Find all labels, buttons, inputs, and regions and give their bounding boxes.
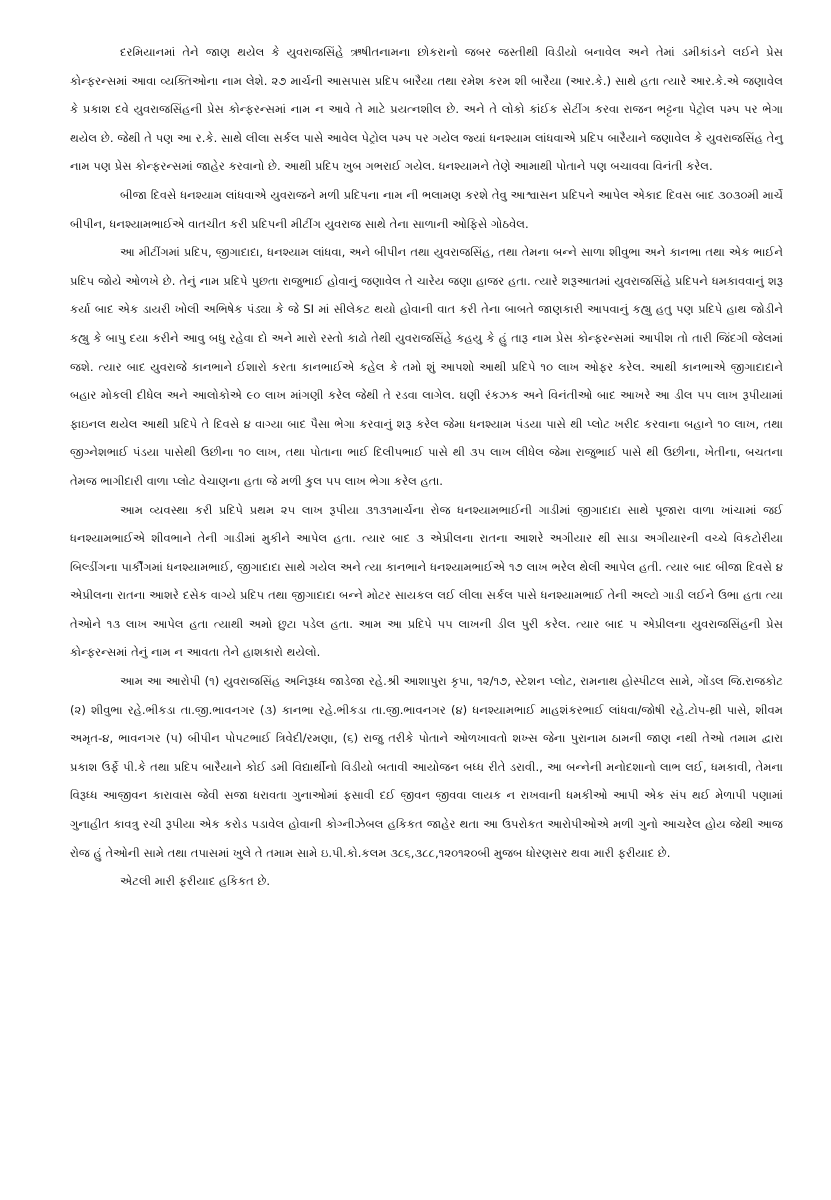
closing-statement: એટલી મારી ફરીયાદ હકિકત છે. [120,874,271,889]
paragraph-meeting-deal: આ મીટીંગમાં પ્રદિપ, જીગાદાદા, ધનશ્યામ લાંધવા, અને બીપીન તથા યુવરાજસિંહ, તથા તેમના બન્ને સાળા શીવુભા અને કાનભા તથા એક ભાઈને પ્રદિપ જોયે ઓળખે છે. તેનું નામ પ્રદિપે પુછતા રાજુભાઈ હોવાનું જણાવેલ તે ચારેય જણા હાજર હતા. ત્યારે શરૂઆતમાં યુવરાજસિંહે પ્રદિપને ધમકાવવાનું શરૂ કર્યા બાદ એક ડાયરી ખોલી અભિષેક પંડ્યા કે જે SI માં સીલેકટ થયો હોવાની વાત કરી તેના બાબતે જાણકારી આપવાનું કહ્યુ હતુ પણ પ્રદિપે હાથ જોડીને કહ્યુ કે બાપુ દયા કરીને આવુ બધુ રહેવા દો અને મારો રસ્તો કાઢો તેથી યુવરાજસિંહે કહયુ કે હું તારૂ નામ પ્રેસ કોન્ફરન્સમાં આપીશ તો તારી જિંદગી જેલમાં જશે. ત્યાર બાદ યુવરાજે કાનભાને ઈશારો કરતા કાનભાઈએ કહેલ કે તમો શું આપશો આથી પ્રદિપે ૧૦ લાખ ઓફર કરેલ. આથી કાનભાએ જીગાદાદાને બહાર મોકલી દીધેલ અને આલોકોએ ૯૦ લાખ માંગણી કરેલ જેથી તે રડવા લાગેલ. ઘણી રંકઝક અને વિનંતીઓ બાદ આખરે આ ડીલ ૫૫ લાખ રૂપીયામાં ફાઇનલ થયેલ આથી પ્રદિપે તે દિવસે ૪ વાગ્યા બાદ પૈસા ભેગા કરવાનું શરૂ કરેલ જેમા ધનશ્યામ પંડયા પાસે થી પ્લોટ ખરીદ કરવાના બહાને ૧૦ લાખ, તથા જીગ્નેશભાઈ પંડયા પાસેથી ઉછીના ૧૦ લાખ, તથા પોતાના ભાઈ દિલીપભાઈ પાસે થી ૩૫ લાખ લીધેલ જેમા રાજુભાઈ પાસે થી ઉછીના, ખેતીના, બચતના તેમજ ભાગીદારી વાળા પ્લોટ વેચાણના હતા જે મળી કુલ ૫૫ લાખ ભેગા કરેલ હતા. [70,245,783,488]
paragraph-accused-list: આમ આ આરોપી (૧) યુવરાજસિંહ અનિરૂધ્ધ જાડેજા રહે.શ્રી આશાપુરા કૃપા, ૧૨/૧૭, સ્ટેશન પ્લોટ, રામનાથ હોસ્પીટલ સામે, ગોંડલ જિ.રાજકોટ (૨) શીવુભા રહે.ભીકડા તા.જી.ભાવનગર (૩) કાનભા રહે.ભીકડા તા.જી.ભાવનગર (૪) ધનશ્યામભાઈ માહશંકરભાઈ લાંધવા/જોષી રહે.ટોપ-થ્રી પાસે, શીવમ અમૃત-૪, ભાવનગર (૫) બીપીન પોપટભાઈ ત્રિવેદી/રમણા, (૬) રાજુ તરીકે પોતાને ઓળખાવતો શખ્સ જેના પુરાનામ ઠામની જાણ નથી તેઓ તમામ દ્વારા પ્રકાશ ઉર્ફે પી.કે તથા પ્રદિપ બારૈયાને કોઈ ડમી વિદ્યાર્થીનો વિડીયો બતાવી આયોજન બધ્ધ રીતે ડરાવી., આ બન્નેની મનોદશાનો લાભ લઈ, ધમકાવી, તેમના વિરૂધ્ધ આજીવન કારાવાસ જેવી સજા ધરાવતા ગુનાઓમાં ફસાવી દઈ જીવન જીવવા લાયક ન રાખવાની ધમકીઓ આપી એક સંપ થઈ મેળાપી પણામાં ગુનાહીત કાવત્રુ રચી રૂપીયા એક કરોડ પડાવેલ હોવાની કોગ્નીઝેબલ હકિકત જાહેર થતા આ ઉપરોકત આરોપીઓએ મળી ગુનો આચરેલ હોય જેથી આજ રોજ હું તેઓની સામે તથા તપાસમાં ખુલે તે તમામ સામે ઇ.પી.કો.કલમ ૩૮૬,૩૮૮,૧૨૦૧૨૦બી મુજબ ધોરણસર થવા મારી ફરીયાદ છે. [70,674,783,860]
paragraph-meeting-arranged: બીજા દિવસે ધનશ્યામ લાંધવાએ યુવરાજને મળી પ્રદિપના નામ ની ભલામણ કરશે તેવુ આશ્વાસન પ્રદિપને આપેલ એકાદ દિવસ બાદ ૩૦૩૦મી માર્ચે બીપીન, ધનશ્યામભાઈએ વાતચીત કરી પ્રદિપની મીટીંગ યુવરાજ સાથે તેના સાળાની ઓફિસે ગોઠવેલ. [70,187,783,231]
paragraph-payments: આમ વ્યવસ્થા કરી પ્રદિપે પ્રથમ ૨૫ લાખ રૂપીયા ૩૧૩૧માર્ચના રોજ ધનશ્યામભાઈની ગાડીમાં જીગાદાદા સાથે પૂજારા વાળા ખાંચામાં જઈ ધનશ્યામભાઈએ શીવભાને તેની ગાડીમાં મુકીને આપેલ હતા. ત્યાર બાદ ૩ એપ્રીલના રાતના આશરે અગીયાર થી સાડા અગીયારની વચ્ચે વિકટોરીયા બિલ્ડીંગના પાર્કીંગમાં ધનશ્યામભાઈ, જીગાદાદા સાથે ગયેલ અને ત્યા કાનભાને ધનશ્યામભાઈએ ૧૭ લાખ ભરેલ થેલી આપેલ હતી. ત્યાર બાદ બીજા દિવસે ૪ એપ્રીલના રાતના આશરે દસેક વાગ્યે પ્રદિપ તથા જીગાદાદા બન્ને મોટર સાયકલ લઈ લીલા સર્કલ પાસે ધનશ્યામભાઈ તેની અલ્ટો ગાડી લઈને ઉભા હતા ત્યા તેઓને ૧૩ લાખ આપેલ હતા ત્યાથી અમો છુટા પડેલ હતા. આમ આ પ્રદિપે ૫૫ લાખની ડીલ પુરી કરેલ. ત્યાર બાદ ૫ એપ્રીલના યુવરાજસિંહની પ્રેસ કોન્ફરન્સમાં તેનું નામ ન આવતા તેને હાશકારો થયેલો. [70,502,783,660]
paragraph-video-threat: દરમિયાનમાં તેને જાણ થયેલ કે યુવરાજસિંહે ઋષીતનામના છોકરાનો જબર જસ્તીથી વિડીયો બનાવેલ અને તેમાં ડમીકાંડને લઈને પ્રેસ કોન્ફરન્સમાં આવા વ્યક્તિઓના નામ લેશે. ૨૭ માર્ચની આસપાસ પ્રદિપ બારૈયા તથા રમેશ કરમ શી બારૈયા (આર.કે.) સાથે હતા ત્યારે આર.કે.એ જણાવેલ કે પ્રકાશ દવે યુવરાજસિંહની પ્રેસ કોન્ફરન્સમાં નામ ન આવે તે માટે પ્રયત્નશીલ છે. અને તે લોકો કાંઈક સેટીંગ કરવા રાજન ભટ્ટના પેટ્રોલ પમ્પ પર ભેગા થયેલ છે. જેથી તે પણ આ ર.કે. સાથે લીલા સર્કલ પાસે આવેલ પેટ્રોલ પમ્પ પર ગયેલ જ્યાં ધનશ્યામ લાંધવાએ પ્રદિપ બારૈયાને જણાવેલ કે યુવરાજસિંહ તેનુ નામ પણ પ્રેસ કોન્ફરન્સમાં જાહેર કરવાનો છે. આથી પ્રદિપ ખુબ ગભરાઈ ગયેલ. ધનશ્યામને તેણે આમાથી પોતાને પણ બચાવવા વિનંતી કરેલ. [70,45,783,174]
